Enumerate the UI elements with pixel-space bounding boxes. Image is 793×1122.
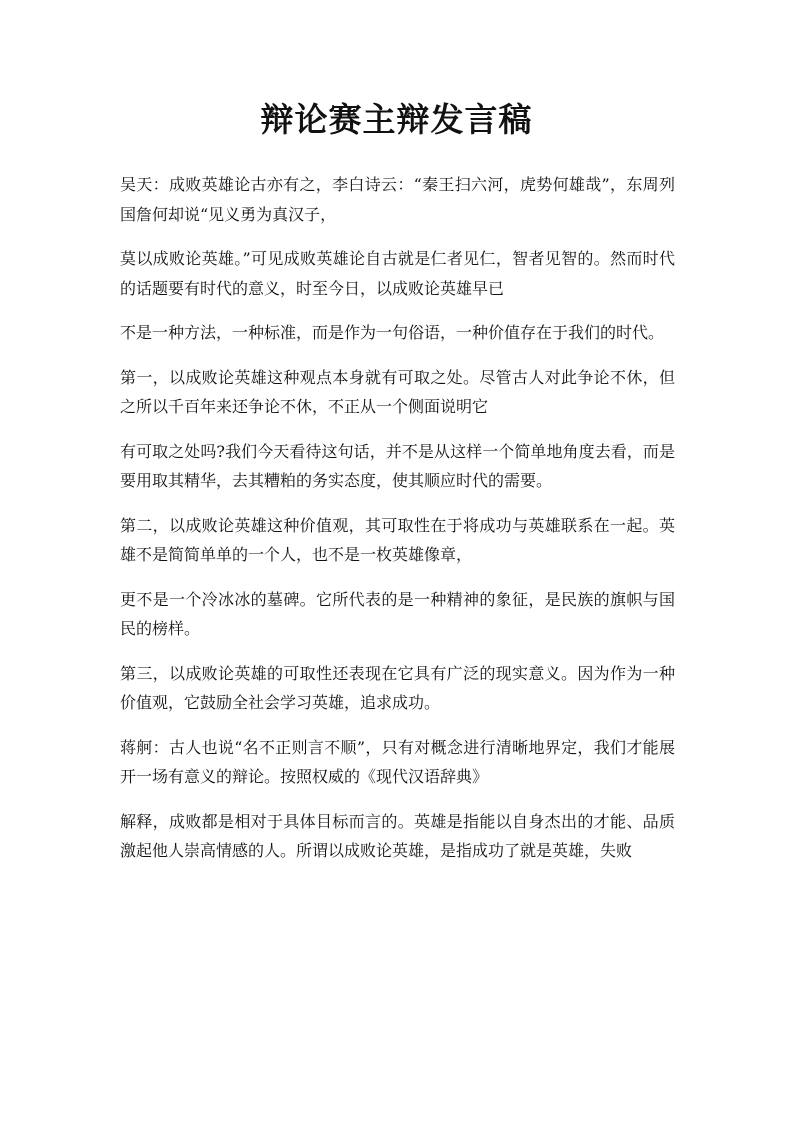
- paragraph-5: 有可取之处吗?我们今天看待这句话，并不是从这样一个简单地角度去看，而是要用取其精华，去其糟粕的务实态度，使其顺应时代的需要。: [120, 441, 675, 490]
- document-title: 辩论赛主辩发言稿: [260, 100, 533, 139]
- paragraph-3: 不是一种方法，一种标准，而是作为一句俗语，一种价值存在于我们的时代。: [120, 323, 665, 342]
- paragraph-7: 更不是一个冷冰冰的墓碑。它所代表的是一种精神的象征，是民族的旗帜与国民的榜样。: [120, 589, 675, 638]
- paragraph-2: 莫以成败论英雄。”可见成败英雄论自古就是仁者见仁，智者见智的。然而时代的话题要有时代的意义，时至今日，以成败论英雄早已: [120, 249, 675, 298]
- paragraph-6: 第二，以成败论英雄这种价值观，其可取性在于将成功与英雄联系在一起。英雄不是简简单单的一个人，也不是一枚英雄像章，: [120, 515, 675, 564]
- document-body: [120, 170, 675, 881]
- paragraph-10: 解释，成败都是相对于具体目标而言的。英雄是指能以自身杰出的才能、品质激起他人崇高情感的人。所谓以成败论英雄，是指成功了就是英雄，失败: [120, 811, 675, 860]
- paragraph-1: 吴天：成败英雄论古亦有之，李白诗云：“秦王扫六河，虎势何雄哉”，东周列国詹何却说“见义勇为真汉子，: [120, 175, 675, 224]
- paragraph-8: 第三，以成败论英雄的可取性还表现在它具有广泛的现实意义。因为作为一种价值观，它鼓励全社会学习英雄，追求成功。: [120, 663, 675, 712]
- paragraph-9: 蒋舸：古人也说“名不正则言不顺”，只有对概念进行清晰地界定，我们才能展开一场有意义的辩论。按照权威的《现代汉语辞典》: [120, 737, 675, 786]
- paragraph-4: 第一，以成败论英雄这种观点本身就有可取之处。尽管古人对此争论不休，但之所以千百年来还争论不休，不正从一个侧面说明它: [120, 367, 675, 416]
